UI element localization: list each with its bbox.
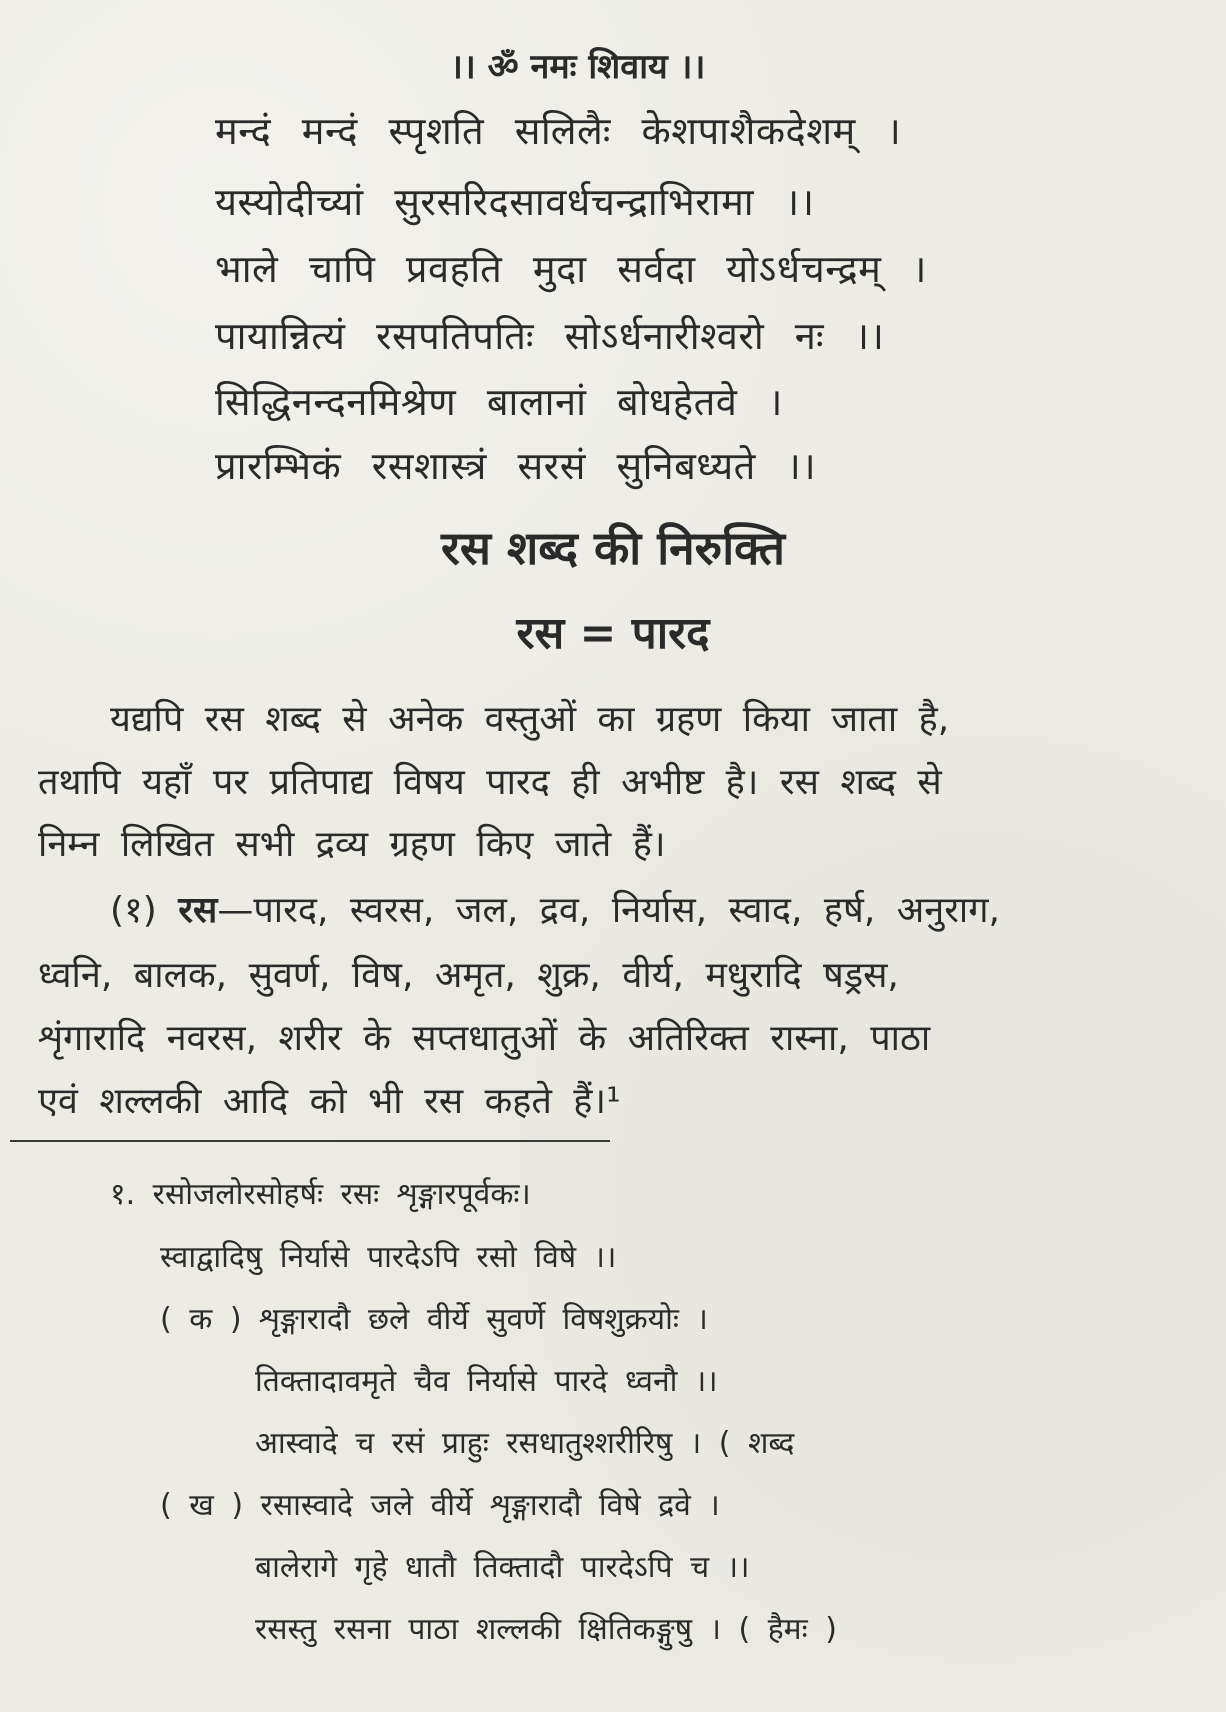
paragraph-2-line-4: एवं शल्लकी आदि को भी रस कहते हैं।¹ (38, 1081, 621, 1122)
footnote-line-1: १. रसोजलोरसोहर्षः रसः शृङ्गारपूर्वकः। (110, 1177, 531, 1212)
footnote-line-2: स्वाद्वादिषु निर्यासे पारदेऽपि रसो विषे ।। (160, 1240, 617, 1275)
section-heading: रस शब्द की निरुक्ति (441, 521, 785, 575)
paragraph-2-line-1 (110, 890, 1000, 931)
verse-line-3: भाले चापि प्रवहति मुदा सर्वदा योऽर्धचन्द्रम् । (215, 247, 927, 291)
footnote-line-7: बालेरागे गृहे धातौ तिक्तादौ पारदेऽपि च ।। (255, 1550, 750, 1585)
footnote-line-6: ( ख ) रसास्वादे जले वीर्ये शृङ्गारादौ विषे द्रवे । (160, 1488, 720, 1523)
footnote-line-3: ( क ) शृङ्गारादौ छले वीर्ये सुवर्णे विषशुक्रयोः । (160, 1302, 708, 1337)
verse-line-5: सिद्धिनन्दनमिश्रेण बालानां बोधहेतवे । (215, 380, 783, 424)
verse-line-1: मन्दं मन्दं स्पृशति सलिलैः केशपाशैकदेशम् । (215, 109, 902, 153)
paragraph-2-line-2: ध्वनि, बालक, सुवर्ण, विष, अमृत, शुक्र, वीर्य, मधुरादि षड्रस, (38, 955, 899, 996)
footnote-rule (10, 1140, 610, 1142)
paragraph-1-line-3: निम्न लिखित सभी द्रव्य ग्रहण किए जाते हैं। (38, 824, 666, 865)
term-ras: रस (178, 890, 218, 931)
section-subheading: रस = पारद (516, 608, 710, 659)
footnote-line-4: तिक्तादावमृते चैव निर्यासे पारदे ध्वनौ ।। (255, 1364, 718, 1399)
paragraph-2-line-1-rest: —पारद, स्वरस, जल, द्रव, निर्यास, स्वाद, हर्ष, अनुराग, (217, 890, 1000, 931)
paragraph-1-line-1: यद्यपि रस शब्द से अनेक वस्तुओं का ग्रहण किया जाता है, (110, 699, 950, 740)
item-marker: (१) (110, 890, 157, 931)
verse-line-4: पायान्नित्यं रसपतिपतिः सोऽर्धनारीश्वरो नः ।। (215, 314, 885, 358)
footnote-line-5: आस्वादे च रसं प्राहुः रसधातुश्शरीरिषु । ( शब्द (255, 1426, 795, 1461)
verse-line-6: प्रारम्भिकं रसशास्त्रं सरसं सुनिबध्यते ।। (215, 444, 817, 488)
paragraph-1-line-2: तथापि यहाँ पर प्रतिपाद्य विषय पारद ही अभीष्ट है। रस शब्द से (38, 762, 942, 803)
paragraph-2-line-3: शृंगारादि नवरस, शरीर के सप्तधातुओं के अतिरिक्त रास्ना, पाठा (38, 1018, 931, 1059)
verse-line-2: यस्योदीच्यां सुरसरिदसावर्धचन्द्राभिरामा ।। (215, 180, 815, 224)
footnote-line-8: रसस्तु रसना पाठा शल्लकी क्षितिकङ्गुषु । ( हैमः ) (255, 1612, 837, 1647)
invocation-line: ।। ॐ नमः शिवाय ।। (450, 47, 706, 87)
